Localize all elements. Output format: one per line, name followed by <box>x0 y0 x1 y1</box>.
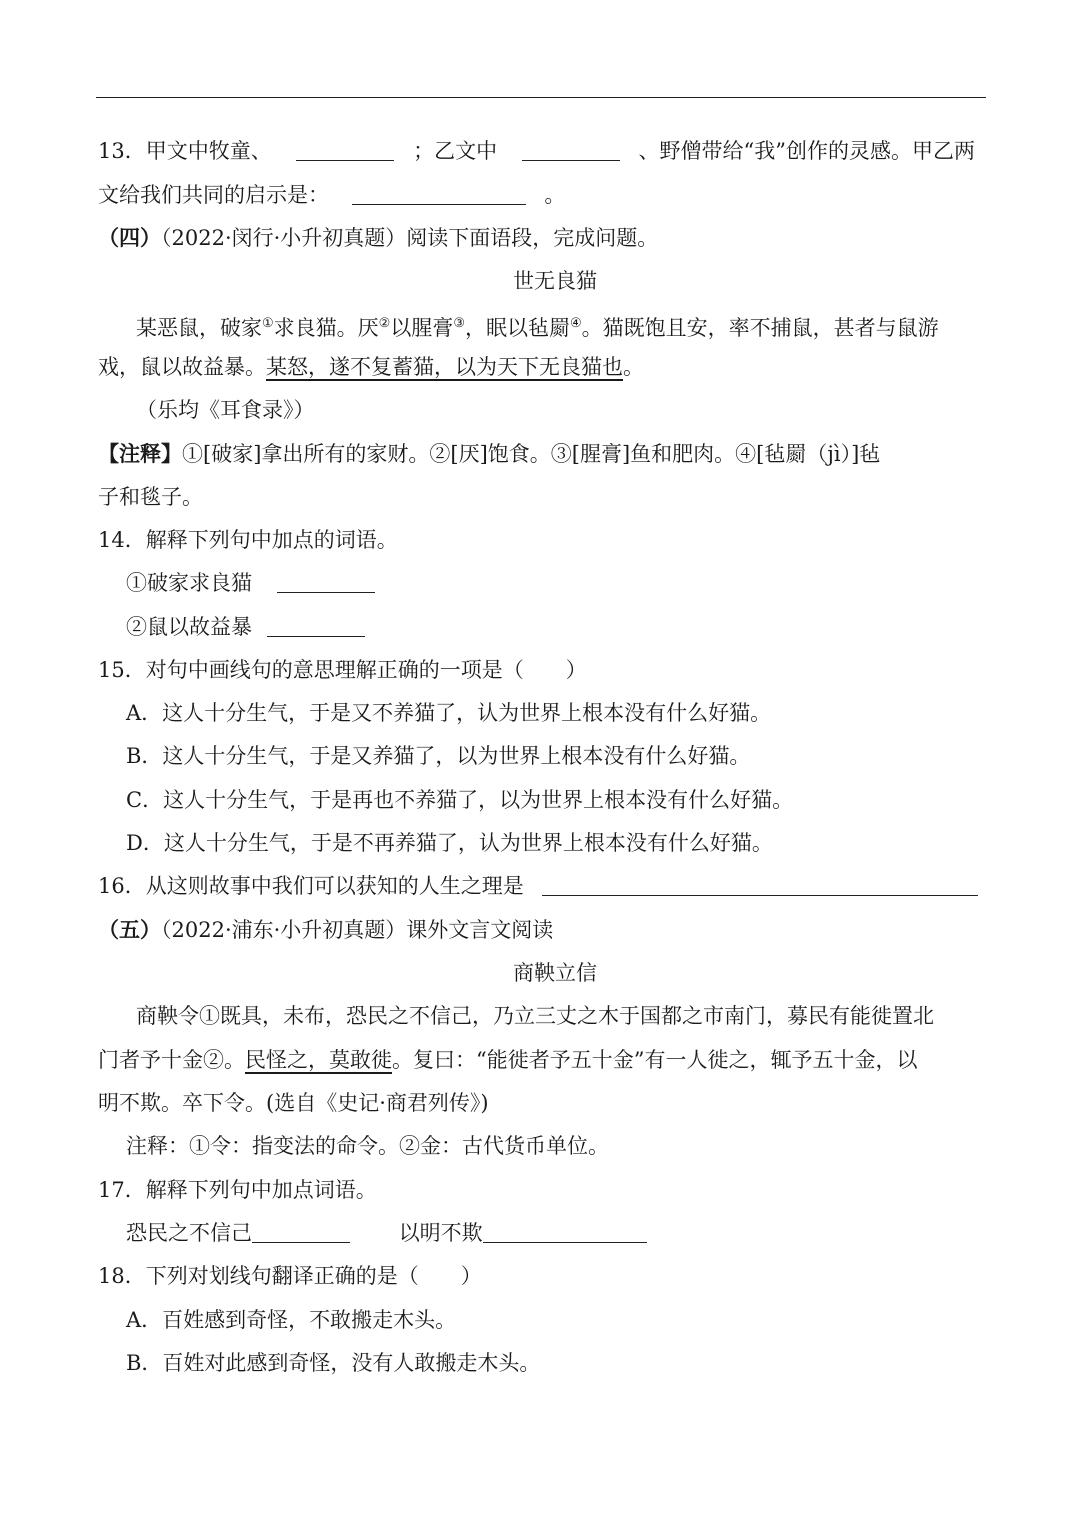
q14-stem: 14．解释下列句中加点的词语。 <box>98 528 398 552</box>
footnote-marker-2: ② <box>378 316 391 331</box>
q13-blank-3[interactable] <box>352 182 526 205</box>
q17-item-1-text: 恐民之不信己 <box>126 1221 252 1245</box>
q14-blank-1[interactable] <box>277 570 375 593</box>
notes-text: ①[破家]拿出所有的家财。②[厌]饱食。③[腥膏]鱼和肥肉。④[毡罽（jì）]毡 <box>182 442 881 466</box>
section-4-paragraph-line-2 <box>98 352 644 382</box>
section-5-note: 注释：①令：指变法的命令。②金：古代货币单位。 <box>126 1134 609 1158</box>
q13-text-c: 、野僧带给“我”创作的灵感。甲乙两 <box>638 139 975 163</box>
q13-blank-1[interactable] <box>296 138 394 161</box>
section-4-notes-line-2: 子和毯子。 <box>98 485 203 509</box>
q14-blank-2[interactable] <box>267 614 365 637</box>
q14-item-2 <box>126 612 365 642</box>
q15-option-d[interactable]: D．这人十分生气，于是不再养猫了，认为世界上根本没有什么好猫。 <box>126 831 773 855</box>
section-5-heading <box>98 915 553 945</box>
q17-items <box>126 1218 647 1248</box>
q17-stem: 17．解释下列句中加点词语。 <box>98 1178 377 1202</box>
s5-p2-a: 门者予十金②。 <box>98 1048 245 1072</box>
s4-p1-b: 求良猫。厌 <box>273 316 379 340</box>
q13-text-b: ；乙文中 <box>413 139 498 163</box>
section-5-marker: （五） <box>98 917 161 942</box>
s4-p2-b: 。 <box>623 355 644 379</box>
header-rule <box>96 97 986 98</box>
q17-blank-1[interactable] <box>252 1220 350 1243</box>
section-5-heading-text: （2022·浦东·小升初真题）课外文言文阅读 <box>161 918 554 942</box>
q17-blank-2[interactable] <box>483 1220 647 1243</box>
section-4-source: （乐均《耳食录》） <box>136 398 315 422</box>
underlined-phrase: 民怪之，莫敢徙 <box>245 1048 392 1072</box>
section-4-heading <box>98 223 658 253</box>
section-4-marker: （四） <box>98 225 161 250</box>
footnote-marker-1: ① <box>262 316 274 331</box>
q16-blank[interactable] <box>542 873 978 896</box>
footnote-marker-4: ④ <box>569 316 582 331</box>
notes-label: 【注释】 <box>98 441 182 466</box>
q13-text-a: 13．甲文中牧童、 <box>98 139 272 163</box>
q18-option-a[interactable]: A．百姓感到奇怪，不敢搬走木头。 <box>126 1308 457 1332</box>
q13-blank-2[interactable] <box>522 138 620 161</box>
q15-option-c[interactable]: C．这人十分生气，于是再也不养猫了，以为世界上根本没有什么好猫。 <box>126 788 794 812</box>
q14-item-1-text: ①破家求良猫 <box>126 571 252 595</box>
q18-stem: 18．下列对划线句翻译正确的是（ ） <box>98 1264 482 1288</box>
section-5-paragraph-line-2 <box>98 1045 917 1075</box>
section-5-paragraph-line-3: 明不欺。卒下令。(选自《史记·商君列传》) <box>98 1091 489 1115</box>
q17-item-2-text: 以明不欺 <box>398 1221 483 1245</box>
section-4-paragraph-line-1 <box>136 309 939 339</box>
s4-p1-d: ，眠以毡罽 <box>464 316 570 340</box>
s5-p2-b: 。复曰：“能徙者予五十金”有一人徙之，辄予五十金，以 <box>392 1048 918 1072</box>
q16-stem: 16．从这则故事中我们可以获知的人生之理是 <box>98 874 524 898</box>
underlined-sentence: 某怒，遂不复蓄猫，以为天下无良猫也 <box>266 355 623 379</box>
q15-option-b[interactable]: B．这人十分生气，于是又养猫了，以为世界上根本没有什么好猫。 <box>126 744 751 768</box>
section-4-notes-line-1 <box>98 439 880 469</box>
q13-line-2 <box>98 180 565 210</box>
q15-option-a[interactable]: A．这人十分生气，于是又不养猫了，认为世界上根本没有什么好猫。 <box>126 701 772 725</box>
q13-text-d: 文给我们共同的启示是： <box>98 183 329 207</box>
q13-text-e: 。 <box>544 183 566 207</box>
section-5-title: 商鞅立信 <box>513 961 597 985</box>
q16-line <box>98 871 978 901</box>
q14-item-2-text: ②鼠以故益暴 <box>126 615 252 639</box>
s4-p1-c: 以腥膏 <box>390 316 454 340</box>
s4-p1-a: 某恶鼠，破家 <box>136 316 262 340</box>
q14-item-1 <box>126 568 375 598</box>
section-4-title: 世无良猫 <box>513 269 597 293</box>
q13-line-1 <box>98 136 975 166</box>
q18-option-b[interactable]: B．百姓对此感到奇怪，没有人敢搬走木头。 <box>126 1351 541 1375</box>
s4-p2-a: 戏，鼠以故益暴。 <box>98 355 266 379</box>
section-4-heading-text: （2022·闵行·小升初真题）阅读下面语段，完成问题。 <box>161 226 659 250</box>
section-5-paragraph-line-1: 商鞅令①既具，未布，恐民之不信己，乃立三丈之木于国都之市南门，募民有能徙置北 <box>136 1004 934 1028</box>
q15-stem: 15．对句中画线句的意思理解正确的一项是（ ） <box>98 658 587 682</box>
footnote-marker-3: ③ <box>453 316 465 331</box>
s4-p1-e: 。猫既饱且安，率不捕鼠，甚者与鼠游 <box>581 316 939 340</box>
